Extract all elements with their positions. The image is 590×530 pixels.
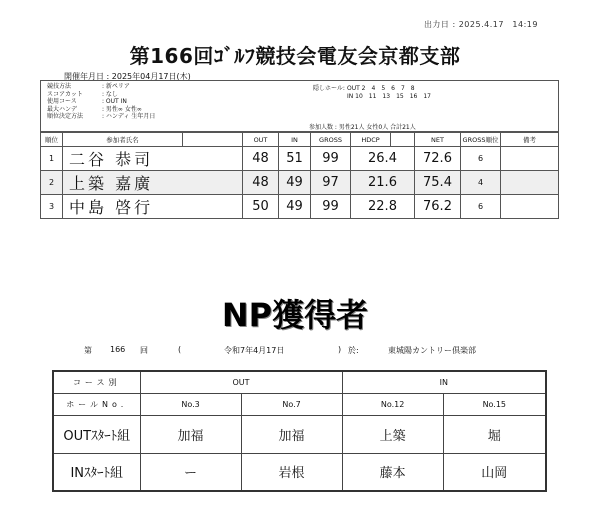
out-cell: 48 [243, 171, 279, 195]
out-start-row [53, 415, 546, 453]
winner-cell: 岩根 [241, 453, 342, 491]
event-dai: 第 [84, 346, 92, 355]
competition-info-box [40, 80, 559, 132]
gross-rank-cell: 6 [461, 147, 501, 171]
out-start-label: OUTｽﾀｰﾄ組 [53, 415, 140, 453]
in-cell: 51 [279, 147, 311, 171]
out-cell: 48 [243, 147, 279, 171]
hole-cell: No.12 [342, 393, 443, 415]
remarks-cell [501, 195, 559, 219]
hidden-holes-in: IN 10 11 13 15 16 17 [347, 93, 431, 100]
rank-cell: 3 [41, 195, 63, 219]
event-at: 於: [348, 346, 359, 355]
table-row [41, 195, 559, 219]
col-in: IN [279, 133, 311, 147]
in-start-row [53, 453, 546, 491]
hidden-holes [313, 85, 453, 101]
event-line [84, 345, 476, 356]
gross-rank-cell: 4 [461, 171, 501, 195]
rank-cell: 1 [41, 147, 63, 171]
event-kai: 回 [140, 346, 148, 355]
info-row-method [47, 83, 558, 91]
hidden-holes-label: 隠しホール: [313, 85, 345, 92]
col-blank2 [391, 133, 415, 147]
event-date: 令和7年4月17日 [224, 346, 285, 355]
hdcp-cell: 21.6 [351, 171, 415, 195]
np-title: NP獲得者 [221, 296, 369, 334]
gross-cell: 99 [311, 195, 351, 219]
in-start-label: INｽﾀｰﾄ組 [53, 453, 140, 491]
winner-cell: 堀 [443, 415, 546, 453]
winner-cell: 藤本 [342, 453, 443, 491]
col-gross-rank: GROSS順位 [461, 133, 501, 147]
col-out: OUT [243, 133, 279, 147]
page-title: 第166回ｺﾞﾙﾌ競技会電友会京都支部 [129, 44, 461, 68]
hidden-holes-out: OUT 2 4 5 6 7 8 [347, 85, 415, 92]
info-row-ranking-method [47, 113, 558, 121]
info-key: 競技方法 [47, 83, 72, 90]
remarks-cell [501, 147, 559, 171]
net-cell: 72.6 [415, 147, 461, 171]
gross-cell: 97 [311, 171, 351, 195]
winner-cell: 山岡 [443, 453, 546, 491]
name-cell: 上築 嘉廣 [63, 171, 243, 195]
col-remarks: 備考 [501, 133, 559, 147]
name-cell: 二谷 恭司 [63, 147, 243, 171]
table-row [41, 147, 559, 171]
remarks-cell [501, 171, 559, 195]
name-cell: 中島 啓行 [63, 195, 243, 219]
hole-row [53, 393, 546, 415]
info-value: : ハンディ 生年月日 [102, 113, 156, 121]
held-date: 開催年月日 : 2025年04月17日(木) [64, 72, 191, 81]
hole-cell: No.7 [241, 393, 342, 415]
results-header-row [41, 133, 559, 147]
info-value: : OUT IN [102, 98, 127, 106]
course-label: コース別 [53, 371, 140, 393]
info-value: : 男性∞ 女性∞ [102, 105, 142, 113]
table-row [41, 171, 559, 195]
info-value: : なし [102, 90, 118, 98]
info-row-scorecut [47, 91, 558, 99]
col-rank: 順位 [41, 133, 63, 147]
net-cell: 75.4 [415, 171, 461, 195]
participants-count: 参加人数 : 男性21人 女性0人 合計21人 [309, 124, 416, 131]
results-table [40, 132, 559, 219]
output-date: 出力日 : 2025.4.17 14:19 [423, 20, 538, 29]
in-cell: 49 [279, 171, 311, 195]
gross-cell: 99 [311, 147, 351, 171]
in-cell: 49 [279, 195, 311, 219]
col-hdcp: HDCP [351, 133, 391, 147]
course-in: IN [342, 371, 546, 393]
event-venue: 東城陽カントリー倶楽部 [388, 346, 476, 355]
info-key: スコアカット [47, 90, 83, 98]
hole-label: ホールNo. [53, 393, 140, 415]
course-out: OUT [140, 371, 342, 393]
hdcp-cell: 22.8 [351, 195, 415, 219]
gross-rank-cell: 6 [461, 195, 501, 219]
info-key: 使用コース [47, 98, 77, 106]
info-row-course [47, 98, 558, 106]
hole-cell: No.3 [140, 393, 241, 415]
info-value: : 新ペリア [102, 83, 130, 90]
winner-cell: ー [140, 453, 241, 491]
event-open-paren: ( [178, 345, 182, 354]
col-blank [183, 133, 243, 147]
col-gross: GROSS [311, 133, 351, 147]
col-name: 参加者氏名 [63, 133, 183, 147]
np-table [52, 370, 547, 492]
info-key: 順位決定方法 [47, 113, 84, 121]
col-net: NET [415, 133, 461, 147]
net-cell: 76.2 [415, 195, 461, 219]
hdcp-cell: 26.4 [351, 147, 415, 171]
winner-cell: 加福 [241, 415, 342, 453]
event-close-paren: ) [338, 345, 342, 354]
out-cell: 50 [243, 195, 279, 219]
course-row [53, 371, 546, 393]
rank-cell: 2 [41, 171, 63, 195]
winner-cell: 加福 [140, 415, 241, 453]
winner-cell: 上築 [342, 415, 443, 453]
hole-cell: No.15 [443, 393, 546, 415]
event-number: 166 [110, 345, 126, 354]
info-key: 最大ハンデ [47, 105, 78, 113]
